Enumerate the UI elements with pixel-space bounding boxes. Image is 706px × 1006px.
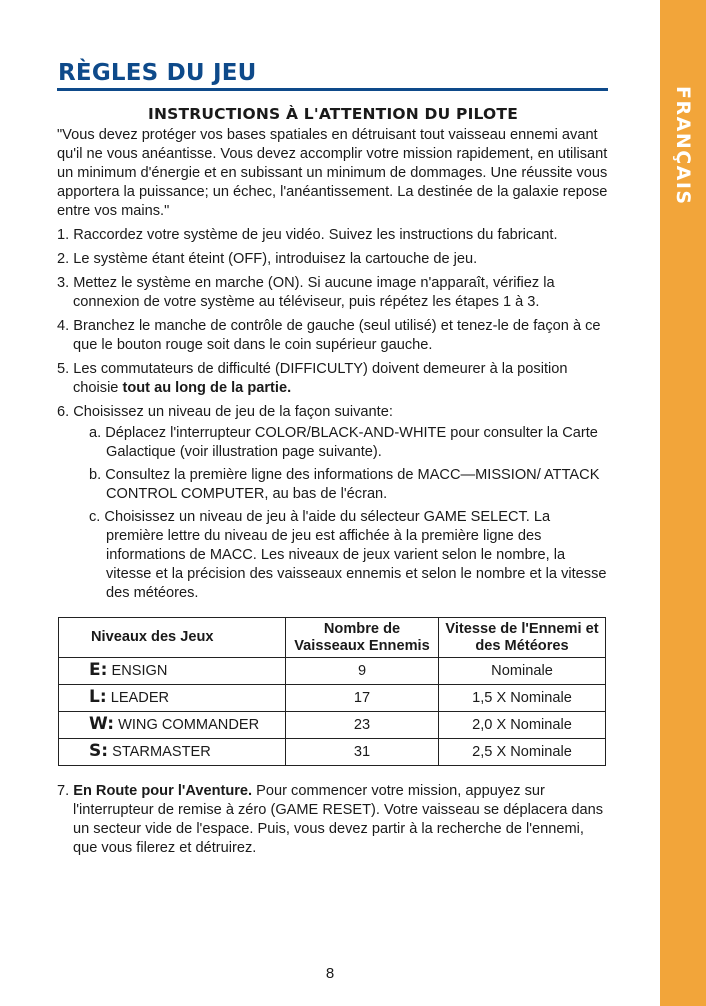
speed-cell: Nominale <box>439 658 606 685</box>
level-name: ENSIGN <box>111 663 168 679</box>
enemy-count-cell: 31 <box>286 739 439 766</box>
game-levels-table <box>58 617 606 766</box>
level-cell <box>59 658 286 685</box>
step-number: 5. <box>57 361 70 377</box>
substeps-list <box>73 424 609 603</box>
step-7 <box>57 782 609 858</box>
step-text: Mettez le système en marche (ON). Si aucune image n'apparaît, vérifiez la connexion de votre système au téléviseur, puis répétez les étapes 1 à 3. <box>73 275 555 310</box>
step-text: Branchez le manche de contrôle de gauche (seul utilisé) et tenez-le de façon à ce que le bouton rouge soit dans le coin supérieur gauche. <box>73 318 601 353</box>
step-number: 6. <box>57 404 70 420</box>
header-levels: Niveaux des Jeux <box>59 618 286 658</box>
section-title: RÈGLES DU JEU <box>58 60 257 86</box>
header-enemy-count: Nombre de Vaisseaux Ennemis <box>286 618 439 658</box>
table-header-row <box>59 618 606 658</box>
language-tab-label: FRANÇAIS <box>672 86 694 206</box>
substep-b <box>73 466 609 504</box>
step-4 <box>57 317 609 355</box>
speed-cell: 2,0 X Nominale <box>439 712 606 739</box>
step-3 <box>57 274 609 312</box>
instructions-heading: INSTRUCTIONS À L'ATTENTION DU PILOTE <box>147 105 518 123</box>
title-underline <box>57 88 608 91</box>
step-number: 2. <box>57 251 70 267</box>
substep-letter: a. <box>89 425 102 441</box>
level-cell <box>59 712 286 739</box>
intro-quote: "Vous devez protéger vos bases spatiales en détruisant tout vaisseau ennemi avant qu'il ne vous anéantisse. Vous devez accomplir votre mission rapidement, en utilisant un minimum d'énergie et en subissant un minimum de dommages. Une réussite vous apportera la puissance; un échec, l'anéantissement. La destinée de la galaxie repose entre vos mains." <box>57 127 608 219</box>
step-number: 7. <box>57 783 70 799</box>
substep-letter: c. <box>89 509 101 525</box>
substep-text: Choisissez un niveau de jeu à l'aide du sélecteur GAME SELECT. La première lettre du niveau de jeu est affichée à la première ligne des informations de MACC. Les niveaux de jeux varient selon le nombre, la vitesse et la précision des vaisseaux ennemis et selon le nombre et la vitesse des météores. <box>104 509 607 601</box>
step-1 <box>57 226 609 245</box>
level-name: STARMASTER <box>112 744 211 760</box>
enemy-count-cell: 17 <box>286 685 439 712</box>
page-number: 8 <box>325 965 335 982</box>
steps-list <box>57 226 609 603</box>
step-number: 4. <box>57 318 70 334</box>
level-code: W: <box>89 714 115 734</box>
level-name: LEADER <box>110 690 170 706</box>
level-cell <box>59 739 286 766</box>
step-text: Choisissez un niveau de jeu de la façon suivante: <box>73 404 393 420</box>
speed-cell: 1,5 X Nominale <box>439 685 606 712</box>
speed-cell: 2,5 X Nominale <box>439 739 606 766</box>
header-speed: Vitesse de l'Ennemi et des Météores <box>439 618 606 658</box>
language-side-tab <box>660 0 706 1006</box>
step-number: 1. <box>57 227 70 243</box>
substep-letter: b. <box>89 467 102 483</box>
table-row <box>59 739 606 766</box>
substep-text: Déplacez l'interrupteur COLOR/BLACK-AND-WHITE pour consulter la Carte Galactique (voir illustration page suivante). <box>105 425 598 460</box>
enemy-count-cell: 9 <box>286 658 439 685</box>
level-name: WING COMMANDER <box>118 717 260 733</box>
step-2 <box>57 250 609 269</box>
step-emphasis: En Route pour l'Aventure. <box>73 783 253 799</box>
step-text: Raccordez votre système de jeu vidéo. Suivez les instructions du fabricant. <box>73 227 558 243</box>
step-text: Pour commencer votre mission, appuyez sur l'interrupteur de remise à zéro (GAME RESET). Votre vaisseau se déplacera dans un secteur vide de l'espace. Puis, vous devez partir à la recherche de l'ennemi, que vous filerez et détruirez. <box>73 783 604 856</box>
step-number: 3. <box>57 275 70 291</box>
table-row <box>59 712 606 739</box>
table-row <box>59 685 606 712</box>
level-code: L: <box>89 687 107 707</box>
enemy-count-cell: 23 <box>286 712 439 739</box>
table-row <box>59 658 606 685</box>
substep-text: Consultez la première ligne des informations de MACC—MISSION/ ATTACK CONTROL COMPUTER, au bas de l'écran. <box>105 467 600 502</box>
main-content <box>57 102 609 858</box>
level-cell <box>59 685 286 712</box>
substep-a <box>73 424 609 462</box>
step-emphasis: tout au long de la partie. <box>122 380 292 396</box>
level-code: S: <box>89 741 109 761</box>
step-text: Le système étant éteint (OFF), introduisez la cartouche de jeu. <box>73 251 478 267</box>
step-6 <box>57 403 609 603</box>
step-5 <box>57 360 609 398</box>
level-code: E: <box>89 660 108 680</box>
substep-c <box>73 508 609 603</box>
step-text: Les commutateurs de difficulté (DIFFICULTY) doivent demeurer à la position choisie <box>73 361 568 396</box>
